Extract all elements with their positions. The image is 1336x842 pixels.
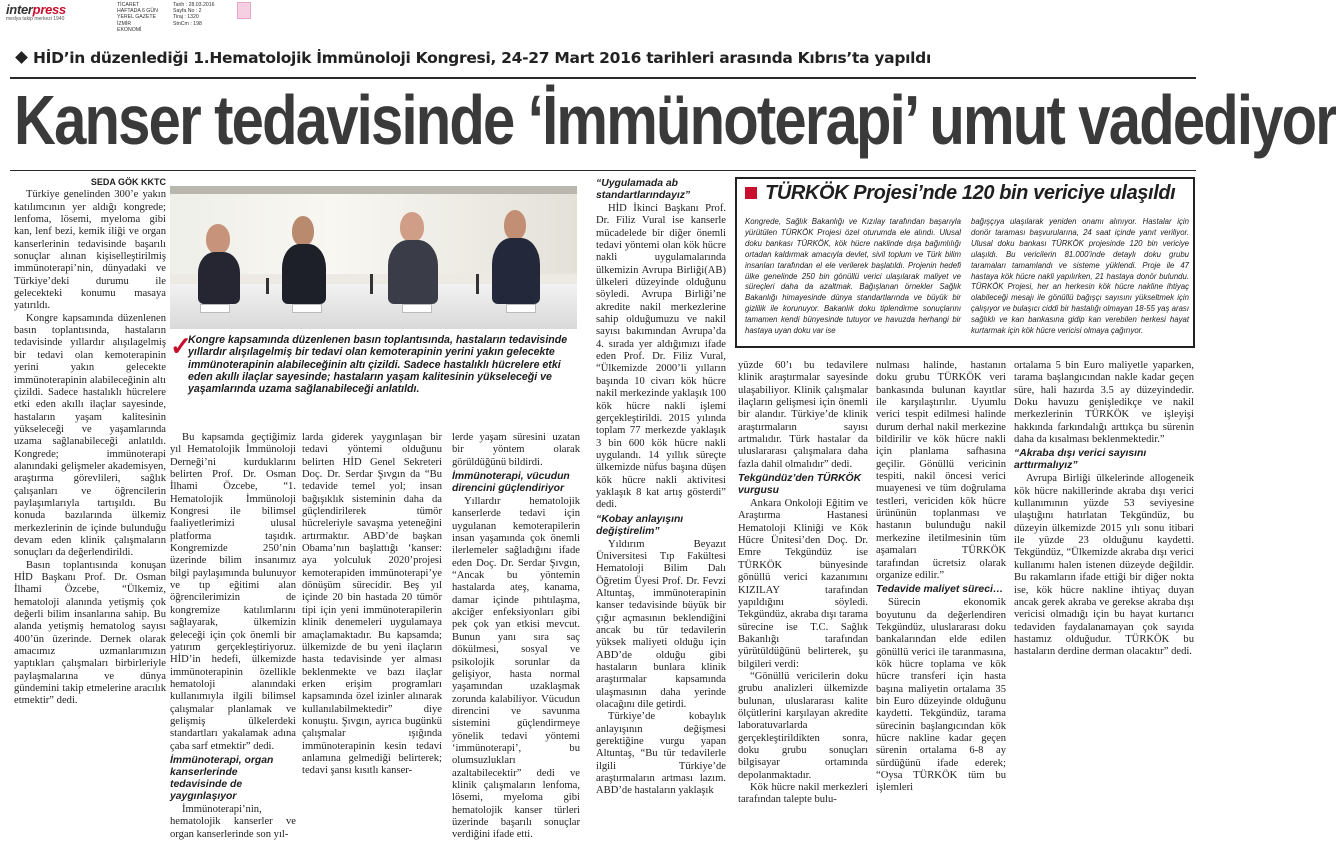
- meta-line: İZMİR: [117, 20, 132, 27]
- paragraph: Basın toplantısında konuşan HİD Başkanı Prof. Dr. Osman İlhami Özcebe, “Ülkemiz, hematoloji alanında yetişmiş çok değerli bilim insanlarına sahip. Bu alanda yetişmiş hematolog sayısı 400’ün üzerinde. Dernek olarak amacımız uzmanlarımızın yaptıkları çalışmaları birbirleriyle paylaşmalarına ve dünya gündemini takip etmelerine aracılık etmektir” dedi.: [14, 559, 166, 707]
- column-6: [738, 360, 868, 806]
- paragraph: ortalama 5 bin Euro maliyetle yaparken, tarama başlangıcından nakle kadar geçen süre, hali hazırda 3.5 ay düzeyindedir. Doku havuzu genişledikçe ve nakil merkezlerinin TÜRKÖK ve işleyişi hakkında farkındalığı arttıkça bu sürenin daha da kısalması beklenmektedir.”: [1014, 360, 1194, 446]
- article-kicker: [14, 49, 931, 67]
- checkmark-icon: ✓: [170, 331, 192, 361]
- subheading: İmmünoterapi, vücudun direncini güçlendiriyor: [452, 471, 570, 495]
- kicker-text: HİD’in düzenlediği 1.Hematolojik İmmünoloji Kongresi, 24-27 Mart 2016 tarihleri arasında Kıbrıs’ta yapıldı: [33, 49, 931, 67]
- issue-meta: [173, 2, 235, 27]
- sidebar-text-right: bağışçıya ulaşılarak yeniden onamı alınıyor. Hastalar için donör taraması başvurularına, 24 saat içinde yanıt veriliyor. Ulusal doku bankası TÜRKÖK projesinde 120 bin vericiye ulaşıldı. Bu vericilerin 81.000’inde detaylı doku grubu taramaları tamamlandı ve sisteme yüklendi. Proje ile 47 hastaya kök hücre nakli yapılırken, 21 hastaya donör bulundu. TÜRKÖK Projesi, her an herkesin kök hücre nakline ihtiyaç olabileceği mesajı ile gönüllü bağışçı sayısını yükseltmek için çalışıyor ve bulaşıcı ciddi bir hastalığı olmayan 18-55 yaş arası sağlıklı ve kan bankasına gidip kan verebilen herkesi hayat kurtarmak için kök hücre vericisi olmaya çağırıyor.: [971, 217, 1189, 336]
- headline-rule: [10, 170, 1196, 171]
- paragraph: Ankara Onkoloji Eğitim ve Araştırma Hastanesi Hematoloji Kliniği ve Kök Hücre Ünitesi’den Doç. Dr. Emre Tekgündüz ise TÜRKÖK bünyesinde gönüllü verici kazanımını KIZILAY tarafından yapıldığını söyledi. Tekgündüz, akraba dışı tarama sürecine ise T.C. Sağlık Bakanlığı tarafından yürütüldüğünü belirterek, şu bilgileri verdi:: [738, 498, 868, 670]
- subheading: Tekgündüz’den TÜRKÖK vurgusu: [738, 473, 862, 497]
- article-headline: Kanser tedavisinde ‘İmmünoterapi’ umut vadediyor: [14, 81, 1336, 160]
- paragraph: İmmünoterapi’nin, hematolojik kanserler ve organ kanserlerinde son yıl-: [170, 803, 296, 840]
- subheading: “Akraba dışı verici sayısını arttırmalıyız”: [1014, 448, 1147, 472]
- column-5: [596, 176, 726, 798]
- sidebar-text-left: Kongrede, Sağlık Bakanlığı ve Kızılay tarafından başarıyla yürütülen TÜRKÖK Projesi özel oturumda ele alındı. Ulusal doku bankası TÜRKÖK, kök hücre naklinde dışa bağımlılığı ortadan kaldırmak amacıyla devlet, sivil toplum ve Türk bilim insanları tarafından el ele verilerek başlatıldı. Projenin hedefi ülke genelinde 250 bin gönüllü verici ulaşılarak maliyet ve süreçleri daha da azaltmak. Bağışlanan örnekler Sağlık Bakanlığı himayesinde dünya standartlarında ve büyük bir gizlilik ile korunuyor. Bakanlık doku tiplendirme sonuçlarını tamamen kendi bünyesinde tutuyor ve havuzda herhangi bir hastaya uyan doku var ise: [745, 217, 961, 336]
- meta-circulation: Tiraj : 1320: [173, 14, 199, 21]
- column-3: [302, 432, 442, 798]
- meta-page: Sayfa No : 2: [173, 8, 202, 15]
- paragraph: Türkiye’de kobaylık anlayışının değişmesi gerektiğine vurgu yapan Altuntaş, “Bu tür tedavilerle ilgili Türkiye’de araştırmaların artması lazım. ABD’de hastaların yaklaşık: [596, 711, 726, 797]
- meta-date: Tarih : 28.03.2016: [173, 2, 215, 8]
- meta-line: TİCARET: [117, 2, 140, 8]
- meta-line: HAFTADA 6 GÜN YEREL GAZETE: [117, 8, 158, 21]
- paragraph: “Gönüllü vericilerin doku grubu analizleri ülkemizde bulunan, uluslararası kalite ölçütlerini karşılayan akredite laboratuvarlarda gerçekleştirildikten sonra, doku grubu sonuçları bilgisayar ortamında depolanmaktadır.: [738, 670, 868, 781]
- interpress-logo: [6, 2, 70, 22]
- sidebar-title: [745, 182, 1175, 205]
- logo-main: inter: [6, 2, 33, 17]
- subheading: Tedavide maliyet süreci…: [876, 584, 1004, 596]
- column-7: [876, 360, 1006, 798]
- publication-meta: [117, 2, 172, 33]
- photo-caption: [170, 331, 578, 426]
- logo-accent: press: [32, 2, 66, 17]
- column-4: [452, 432, 580, 841]
- column-1: [14, 176, 166, 796]
- paragraph: HİD İkinci Başkanı Prof. Dr. Filiz Vural ise kanserle mücadelede bir diğer önemli tedavi yöntemi olan kök hücre nakli uygulamalarında ülkemizin Avrupa Birliği(AB) ülkeleri düzeyinde olduğunu söyledi. Avrupa Birliği’ne akredite nakil merkezlerine sahip olduğumuzu ve nakil sayısı bakımından Avrupa’da 4. sırada yer aldığımızı ifade eden Prof. Dr. Filiz Vural, “Ülkemizde 2000’li yılların başında 10 civarı kök hücre nakil merkezinde yaklaşık 100 kök hücre nakli işlemi gerçekleştirildi. 2015 yılında toplam 77 merkezde yaklaşık 3 bin 600 kök hücre nakli uygulandı. 14 yıllık süreçte ülkemizde nüfus başına düşen kök hücre nakli aktivitesi yaklaşık 8 kat artış gösterdi” dedi.: [596, 203, 726, 511]
- paragraph: Bu kapsamda geçtiğimiz yıl Hematolojik İmmünoloji Derneği’ni kurduklarını belirten Prof. Dr. Osman İlhami Özcebe, “1. Hematolojik İmmünoloji Kongresi ile bilimsel faaliyetlerimizi ulusal platforma taşıdık. Kongremizde 250’nin üzerinde bilim insanımız bilgi paylaşımında bulunuyor ve tıp eğitimi alan öğrencilerimizin de kongremize katılımlarını sağlayarak, ülkemizin geleceği için çok önemli bir yatırım gerçekleştiriyoruz. HİD’in hedefi, ülkemizde immünoterapinin özellikle hematoloji alanındaki kullanımıyla ilgili bilimsel çalışmalar planlamak ve gelişmiş ülkelerdeki standartları yakalamak adına çaba sarf etmektir” dedi.: [170, 432, 296, 752]
- paragraph: larda giderek yaygınlaşan bir tedavi yöntemi olduğunu belirten HİD Genel Sekreteri Doç. Dr. Serdar Şıvgın da “Bu tedavide temel yol; insan bağışıklık sisteminin daha da güçlendirilerek tümör hücreleriyle savaşma yeteneğini artırmaktır. ABD’de başkan Obama’nın başlattığı ‘kanser: aya yolculuk 2020’projesi kemoterapiden immünoterapi’ye dönüşüm sürecidir. Beş yıl içinde 20 bin hastada 20 tümör tipi için yeni immünoterapilerin klinik denemeleri uygulamaya amaçlamaktadır. Bu kapsamda; ülkemizde de bu yeni ilaçların hasta tedavisinde yer alması beklenmekte ve bazı ilaçlar erken erişim programları kapsamında özel izinler alınarak kullanılabilmektedir” diye konuştu. Şıvgın, ayrıca bugünkü çalışmalar ışığında immünoterapinin kesin tedavi anlamına gelmediği belirterek; tedavi şansı kısıtlı kanser-: [302, 432, 442, 777]
- caption-text: Kongre kapsamında düzenlenen basın toplantısında, hastaların tedavisinde yıllardır alışılagelmiş bir tedavi olan kemoterapinin yerini yakın gelecekte immünoterapinin alabileceğinin altı çizildi. Sadece hastalıklı hücrelere etki eden akıllı ilaçlar sayesinde; hastaların yaşam kalitesinin yükseleceği ve yaşamlarında uzama sağlanabileceği anlatıldı.: [188, 334, 568, 396]
- red-square-icon: [745, 187, 757, 199]
- paragraph: Türkiye genelinden 300’e yakın katılımcının yer aldığı kongrede; lenfoma, lösemi, myeloma gibi kan, lenf bezi, kemik iliği ve organ kanserlerinin tedavisinde başarılı sonuçlar alınan kişiselleştirilmiş immünoterapi’nin, dünyadaki ve Türkiye’deki durumu ile gelecekteki konumu masaya yatırıldı.: [14, 189, 166, 312]
- paragraph: yüzde 60’ı bu tedavilere klinik araştırmalar sayesinde ulaşabiliyor. Klinik çalışmalar ilaçların gelişmesi için önemli bir alandır. Türkiye’de klinik araştırmaların sayısı artmalıdır. Türk hastalar da uluslararası çalışmalara daha fazla dahil olmalıdır” dedi.: [738, 360, 868, 470]
- column-8: [1014, 360, 1194, 798]
- paragraph: Kongre kapsamında düzenlenen basın toplantısında, hastaların tedavisinde yıllardır alışılagelmiş bir tedavi olan kemoterapinin yerini yakın gelecekte immünoterapinin alabileceğinin altı çizildi. Sadece hastalıklı hücrelere etki eden akıllı ilaçlar sayesinde, hastaların yaşam kalitesinin yükseleceği ve yaşamlarında uzama sağlanabileceği anlatıldı. Kongrede; immünoterapi alanındaki gelişmeler akademisyen, araştırma görevlileri, sağlık çalışanları ve öğrencilerin paylaşımlarıyla tartışıldı. Bu konuda bazılarında ülkemiz merkezlerinin de içinde bulunduğu devam eden klinik çalışmaların sonuçları da değerlendirildi.: [14, 312, 166, 559]
- turkok-sidebar: [735, 177, 1195, 348]
- paragraph: lerde yaşam süresini uzatan bir yöntem olarak görüldüğünü bildirdi.: [452, 432, 580, 468]
- meta-column-cm: StnCm : 198: [173, 20, 202, 27]
- logo-subtitle: medya takip merkezi 1940: [6, 16, 65, 22]
- subheading: “Kobay anlayışını değiştirelim”: [596, 513, 684, 537]
- clipping-marker: [237, 2, 251, 19]
- top-rule: [10, 77, 1196, 79]
- paragraph: Avrupa Birliği ülkelerinde allogeneik kök hücre nakillerinde akraba dışı verici kullanımının yüzde 53 seviyesine ulaştığını hatırlatan Tekgündüz, bu düzeyin ülkemizde 2015 yılı sonu itibari ile yüzde 23 olduğunu kaydetti. Tekgündüz, “Ülkemizde akraba dışı verici kullanımı halen istenen düzeyde değildir. Bu rakamların ifade ettiği bir diğer nokta ise, kök hücre nakline ihtiyaç duyan ancak gerek akraba ve gerekse akraba dışı vericisi olmadığı için bu hayat kurtarıcı tedaviden faydalanamayan çok sayıda hastamız olduğudur. TÜRKÖK bu hastaların derdine derman olacaktır” dedi.: [1014, 473, 1194, 658]
- paragraph: nulması halinde, hastanın doku grubu TÜRKÖK veri bankasında bulunan kayıtlar ile karşılaştırılır. Uyumlu verici tespit edilmesi halinde durum derhal nakil merkezine bildirilir ve kök hücre nakli için planlama safhasına geçilir. Gönüllü vericinin tespiti, nakil öncesi verici muayenesi ve tüm doğrulama testleri, vericiden kök hücre ürününün toplanması ve hastanın bulunduğu nakil merkezine iletilmesinin tüm aşamaları TÜRKÖK tarafından ücretsiz olarak organize edilir.”: [876, 360, 1006, 581]
- paragraph: Yıldırım Beyazıt Üniversitesi Tıp Fakültesi Hematoloji Bilim Dalı Öğretim Üyesi Prof. Dr. Fevzi Altuntaş, immünoterapinin kanser tedavisinde büyük bir çığır açmasının beklendiğini ancak bu tür tedavilerin yüksek maliyeti olduğu için ABD’de olduğu gibi hastaların bunlara klinik araştırmalar kapsamında ulaşmasının daha yerinde olacağını dile getirdi.: [596, 538, 726, 711]
- diamond-bullet-icon: [15, 51, 28, 64]
- subheading: İmmünoterapi, organ kanserlerinde tedavisinde de yaygınlaşıyor: [170, 754, 274, 802]
- subheading: “Uygulamada ab standartlarındayız”: [596, 178, 691, 201]
- paragraph: Yıllardır hematolojik kanserlerde tedavi için uygulanan kemoterapilerin insan yaşamında çok önemli ilerlemeler sağladığını ifade eden Doç. Dr. Serdar Şıvgın, “Ancak bu yöntemin hastalarda ateş, kanama, damar içinde pıhtılaşma, akciğer enfeksiyonları gibi pek çok yan etkisi mevcut. Bunun yanı sıra saç dökülmesi, sosyal ve psikolojik sorunlar da gelişiyor, hasta normal yaşamından uzaklaşmak zorunda kalabiliyor. Vücudun direncini ve savunma sistemini güçlendirmeye yönelik tedavi yöntemi ‘immünoterapi’, bu olumsuzlukları azaltabilecektir” dedi ve klinik çalışmaların lenfoma, lösemi, myeloma gibi hematolojik kanser türleri üzerinde başarılı sonuçlar verdiğini ifade etti.: [452, 496, 580, 841]
- paragraph: Sürecin ekonomik boyutunu da değerlendiren Tekgündüz, uluslararası doku bankalarından elde edilen gönüllü verici ile taranmasına, kök hücre toplama ve kök hücre transferi için hasta başına maliyetin ortalama 35 bin Euro düzeyinde olduğunu kaydetti. Tekgündüz, tarama sürecinin başlangıcından kök hücre nakline kadar geçen sürenin ortalama 6-8 ay sürdüğünü ifade ederek; “Oysa TÜRKÖK tüm bu işlemleri: [876, 597, 1006, 794]
- press-conference-photo: [170, 186, 577, 329]
- meta-line: EKONOMİ: [117, 26, 142, 33]
- paragraph: Kök hücre nakil merkezleri tarafından talepte bulu-: [738, 782, 868, 806]
- sidebar-title-text: TÜRKÖK Projesi’nde 120 bin vericiye ulaşıldı: [765, 182, 1176, 204]
- byline: SEDA GÖK KKTC: [90, 177, 166, 187]
- column-2: [170, 432, 296, 840]
